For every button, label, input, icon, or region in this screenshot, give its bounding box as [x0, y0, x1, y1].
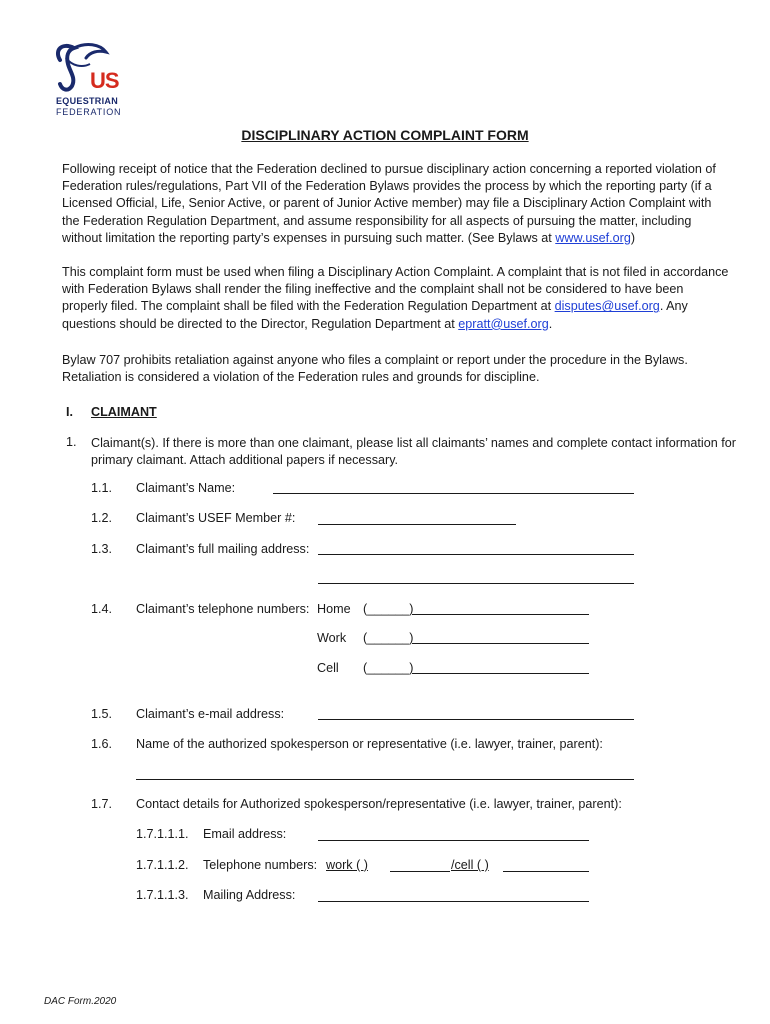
disputes-email-link[interactable]: disputes@usef.org [554, 299, 660, 314]
section-title: CLAIMANT [91, 405, 157, 419]
field-1-7-number: 1.7. [91, 797, 113, 811]
field-1-4-number: 1.4. [91, 602, 113, 616]
field-1-7-label: Contact details for Authorized spokesperson/representative (i.e. lawyer, trainer, parent): [136, 797, 622, 811]
intro-paragraph-2 [62, 264, 732, 333]
phone-work-area-code[interactable]: (______) [363, 631, 414, 645]
intro-p1-end: ) [630, 230, 636, 245]
intro-p2-mid: . Any questions should be directed to the Director, Regulation Department at [62, 299, 688, 331]
field-1-7-1-1-1-label: Email address: [203, 827, 287, 841]
usef-website-link[interactable]: www.usef.org [555, 230, 631, 245]
field-1-7-1-1-3-number: 1.7.1.1.3. [136, 888, 189, 902]
representative-work-phone-field[interactable] [390, 871, 450, 872]
field-1-5-label: Claimant’s e-mail address: [136, 707, 285, 721]
field-1-3-number: 1.3. [91, 542, 113, 556]
intro-p2-end: . [548, 316, 553, 331]
claimant-email-field[interactable] [318, 719, 634, 720]
representative-name-field[interactable] [136, 779, 634, 780]
logo-line1: EQUESTRIAN [56, 96, 119, 106]
item-1-text: Claimant(s). If there is more than one claimant, please list all claimants’ names and complete contact information for primary claimant. Attach additional papers if necessary. [91, 436, 736, 468]
phone-cell-label: Cell [317, 661, 339, 675]
intro-p2-text: This complaint form must be used when filing a Disciplinary Action Complaint. A complaint that is not filed in accordance with Federation Bylaws shall render the filing ineffective and the complaint shall not be considered to have been properly filed. The complaint shall be filed with the Federation Regulation Department at [62, 265, 729, 314]
representative-mailing-address-field[interactable] [318, 901, 589, 902]
mailing-address-field-2[interactable] [318, 583, 634, 584]
field-1-7-1-1-2-label: Telephone numbers: [203, 858, 318, 872]
phone-home-label: Home [317, 602, 351, 616]
phone-work-label: Work [317, 631, 347, 645]
phone-work-field[interactable] [412, 643, 589, 644]
intro-paragraph-1 [62, 161, 732, 247]
intro-paragraph-3: Bylaw 707 prohibits retaliation against anyone who files a complaint or report under the procedure in the Bylaws. Retaliation is considered a violation of the Federation rules and grounds for discipline. [62, 353, 688, 385]
logo-line2: FEDERATION [56, 107, 122, 117]
member-number-field[interactable] [318, 524, 516, 525]
field-1-7-1-1-1-number: 1.7.1.1.1. [136, 827, 189, 841]
field-1-4-label: Claimant’s telephone numbers: [136, 602, 310, 616]
page-title: DISCIPLINARY ACTION COMPLAINT FORM [241, 127, 529, 143]
phone-home-area-code[interactable]: (______) [363, 602, 414, 616]
field-1-1-number: 1.1. [91, 481, 113, 495]
logo-mark: US [90, 68, 119, 93]
field-1-7-1-1-3-label: Mailing Address: [203, 888, 296, 902]
representative-work-phone[interactable]: work ( ) [326, 858, 368, 872]
form-footer: DAC Form.2020 [44, 996, 117, 1007]
field-1-5-number: 1.5. [91, 707, 113, 721]
claimant-name-field[interactable] [273, 493, 634, 494]
phone-cell-field[interactable] [412, 673, 589, 674]
field-1-2-number: 1.2. [91, 511, 113, 525]
field-1-7-1-1-2-number: 1.7.1.1.2. [136, 858, 189, 872]
representative-email-field[interactable] [318, 840, 589, 841]
phone-home-field[interactable] [412, 614, 589, 615]
field-1-1-label: Claimant’s Name: [136, 481, 236, 495]
field-1-2-label: Claimant’s USEF Member #: [136, 511, 296, 525]
section-number: I. [66, 405, 73, 419]
director-email-link[interactable]: epratt@usef.org [458, 316, 549, 331]
intro-p1-text: Following receipt of notice that the Federation declined to pursue disciplinary action concerning a reported violation of Federation rules/regulations, Part VII of the Federation Bylaws provides the process by which the reporting party (if a Licensed Official, Life, Senior Active, or parent of Junior Active member) may file a Disciplinary Action Complaint with the Federation Regulation Department, and assume responsibility for all aspects of pursuing the matter, including without limitation the reporting party’s expenses in pursuing such matter. (See Bylaws at [62, 162, 716, 245]
field-1-6-label: Name of the authorized spokesperson or representative (i.e. lawyer, trainer, parent): [136, 737, 603, 751]
representative-cell-phone[interactable]: /cell ( ) [451, 858, 489, 872]
phone-cell-area-code[interactable]: (______) [363, 661, 414, 675]
representative-cell-phone-field[interactable] [503, 871, 589, 872]
field-1-3-label: Claimant’s full mailing address: [136, 542, 310, 556]
mailing-address-field-1[interactable] [318, 554, 634, 555]
item-1-number: 1. [66, 435, 77, 449]
field-1-6-number: 1.6. [91, 737, 113, 751]
